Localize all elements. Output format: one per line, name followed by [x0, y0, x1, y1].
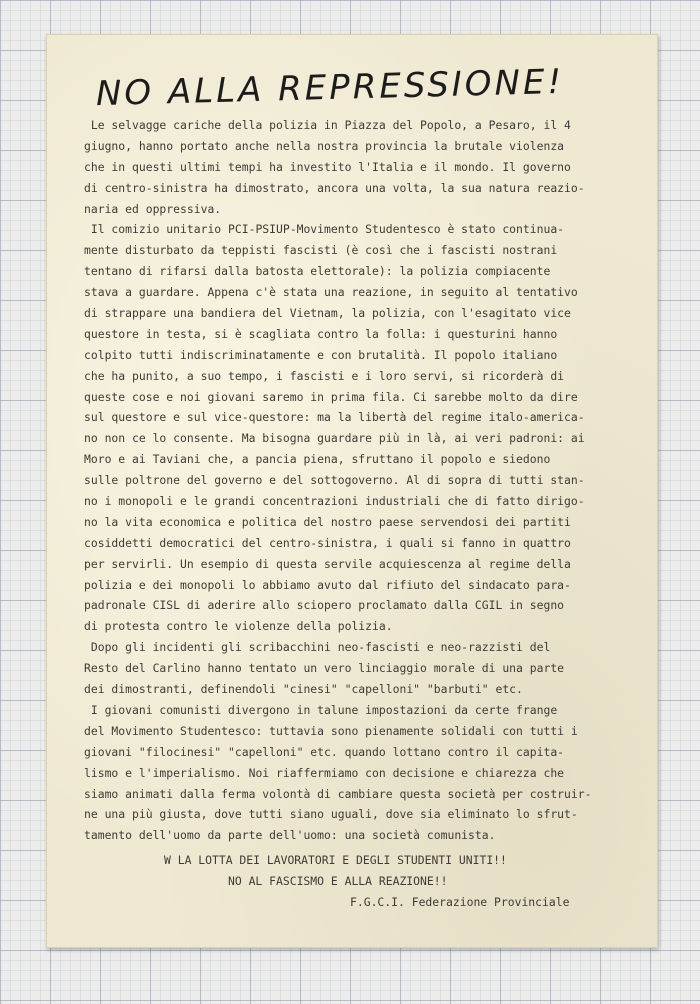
body-line: Moro e ai Taviani che, a pancia piena, sfruttano il popolo e siedono [84, 452, 551, 467]
body-line: tentano di rifarsi dalla batosta elettorale): la polizia compiacente [84, 264, 551, 279]
body-line: che in questi ultimi tempi ha investito l'Italia e il mondo. Il governo [84, 159, 571, 174]
body-line: mente disturbato da teppisti fascisti (è così che i fascisti nostrani [84, 243, 558, 258]
document-body [84, 115, 624, 846]
body-line: sul questore e sul vice-questore: ma la libertà del regime italo-america- [84, 410, 585, 425]
body-line: I giovani comunisti divergono in talune impostazioni da certe frange [84, 702, 558, 717]
closing-slogan-1: W LA LOTTA DEI LAVORATORI E DEGLI STUDENTI UNITI!! [164, 853, 507, 867]
body-line: che ha punito, a suo tempo, i fascisti e i loro servi, si ricorderà di [84, 368, 565, 383]
body-line: queste cose e noi giovani saremo in prima fila. Ci sarebbe molto da dire [84, 389, 578, 404]
body-line: Il comizio unitario PCI-PSIUP-Movimento Studentesco è stato continua- [84, 222, 565, 237]
body-line: sulle poltrone del governo e del sottogoverno. Al di sopra di tutti stan- [84, 473, 585, 488]
body-line: ne una più giusta, dove tutti siano uguali, dove sia eliminato lo sfrut- [84, 807, 578, 822]
body-line: lismo e l'imperialismo. Noi riaffermiamo con decisione e chiarezza che [84, 765, 565, 780]
closing-slogan-2: NO AL FASCISMO E ALLA REAZIONE!! [228, 874, 448, 888]
body-line: di centro-sinistra ha dimostrato, ancora una volta, la sua natura reazio- [84, 180, 585, 195]
body-line: per servirli. Un esempio di questa servile acquiescenza al regime della [84, 556, 571, 571]
body-line: del Movimento Studentesco: tuttavia sono pienamente solidali con tutti i [84, 723, 578, 738]
body-line: colpito tutti indiscriminatamente e con brutalità. Il popolo italiano [84, 347, 558, 362]
body-line: Le selvagge cariche della polizia in Piazza del Popolo, a Pesaro, il 4 [84, 118, 571, 132]
body-line: dei dimostranti, definendoli "cinesi" "capelloni" "barbuti" etc. [84, 682, 523, 697]
body-line: questore in testa, si è scagliata contro la folla: i questurini hanno [84, 326, 558, 341]
body-line: no i monopoli e le grandi concentrazioni industriali che di fatto dirigo- [84, 494, 585, 509]
body-line: giovani "filocinesi" "capelloni" etc. quando lottano contro il capita- [84, 744, 565, 759]
body-line: naria ed oppressiva. [84, 201, 222, 216]
body-line: tamento dell'uomo da parte dell'uomo: una società comunista. [84, 828, 496, 843]
body-line: di strappare una bandiera del Vietnam, la polizia, con l'esagitato vice [84, 306, 571, 321]
body-line: siamo animati dalla ferma volontà di cambiare questa società per costruir- [84, 786, 592, 801]
document-title: NO ALLA REPRESSIONE! [95, 61, 565, 115]
body-line: Resto del Carlino hanno tentato un vero linciaggio morale di una parte [84, 661, 565, 676]
body-line: polizia e dei monopoli lo abbiamo avuto dal rifiuto del sindacato para- [84, 577, 571, 592]
body-line: di protesta contro le violenze della polizia. [84, 619, 393, 634]
body-line: stava a guardare. Appena c'è stata una reazione, in seguito al tentativo [84, 285, 578, 300]
body-line: no non ce lo consente. Ma bisogna guardare più in là, ai veri padroni: ai [84, 431, 585, 446]
closing-block [160, 850, 620, 913]
body-line: cosiddetti democratici del centro-sinistra, i quali si fanno in quattro [84, 535, 571, 550]
body-line: giugno, hanno portato anche nella nostra provincia la brutale violenza [84, 138, 565, 153]
body-line: Dopo gli incidenti gli scribacchini neo-fascisti e neo-razzisti del [84, 640, 551, 655]
signature: F.G.C.I. Federazione Provinciale [350, 895, 570, 909]
body-line: no la vita economica e politica del nostro paese servendosi dei partiti [84, 514, 571, 529]
body-line: padronale CISL di aderire allo sciopero proclamato dalla CGIL in segno [84, 598, 565, 613]
